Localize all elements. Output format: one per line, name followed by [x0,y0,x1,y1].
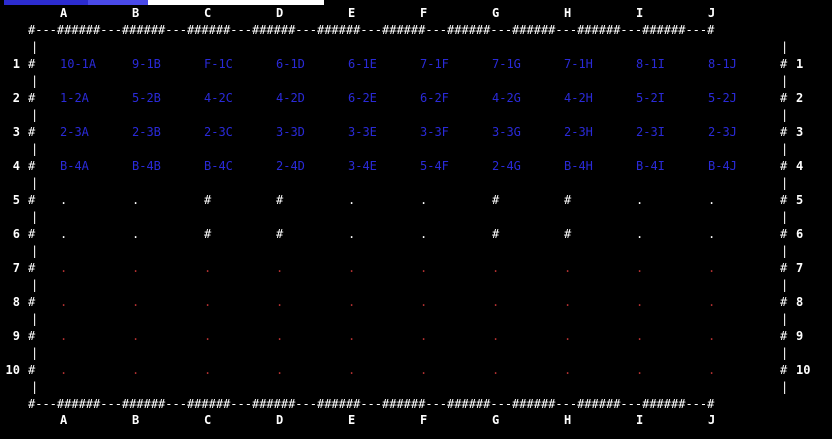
board-side-hash-right: # [780,227,788,241]
empty-cell[interactable]: . [60,261,68,275]
board-side-hash-left: # [28,363,36,377]
row-label-left: 4 [12,159,20,173]
ship-piece-cell[interactable]: 2-3J [708,125,737,139]
board-side-bar-right: | [781,346,789,360]
board-side-hash-left: # [28,227,36,241]
obstacle-cell[interactable]: # [564,227,572,241]
tab-1[interactable] [4,0,88,5]
board-side-bar-left: | [31,176,39,190]
ship-piece-cell[interactable]: 6-2E [348,91,377,105]
ship-piece-cell[interactable]: 2-3B [132,125,161,139]
empty-cell[interactable]: . [708,227,716,241]
ship-piece-cell[interactable]: B-4I [636,159,665,173]
ship-piece-cell[interactable]: 5-2I [636,91,665,105]
column-label-bottom: C [204,413,212,427]
column-label-bottom: J [708,413,716,427]
empty-cell[interactable]: . [276,261,284,275]
tab-2[interactable] [88,0,148,5]
board-side-bar-right: | [781,176,789,190]
row-label-left: 2 [12,91,20,105]
obstacle-cell[interactable]: # [204,227,212,241]
tab-3[interactable] [148,0,324,5]
ship-piece-cell[interactable]: 8-1I [636,57,665,71]
ship-piece-cell[interactable]: 4-2D [276,91,305,105]
ship-piece-cell[interactable]: 6-2F [420,91,449,105]
ship-piece-cell[interactable]: 9-1B [132,57,161,71]
empty-cell[interactable]: . [132,363,140,377]
row-label-left: 9 [12,329,20,343]
empty-cell[interactable]: . [348,295,356,309]
board-border-top: #---######---######---######---######---######---######---######---######---######---######---# [28,23,715,37]
row-label-right: 2 [796,91,804,105]
column-label-top: B [132,6,140,20]
ship-piece-cell[interactable]: B-4C [204,159,233,173]
empty-cell[interactable]: . [348,261,356,275]
ship-piece-cell[interactable]: B-4B [132,159,161,173]
row-label-right: 1 [796,57,804,71]
board-side-bar-left: | [31,380,39,394]
column-label-bottom: B [132,413,140,427]
board-side-bar-left: | [31,312,39,326]
board-side-bar-left: | [31,278,39,292]
ship-piece-cell[interactable]: 3-4E [348,159,377,173]
ship-piece-cell[interactable]: 4-2G [492,91,521,105]
empty-cell[interactable]: . [564,295,572,309]
board-side-bar-left: | [31,142,39,156]
board-side-hash-right: # [780,91,788,105]
obstacle-cell[interactable]: # [492,193,500,207]
ship-piece-cell[interactable]: B-4A [60,159,89,173]
ship-piece-cell[interactable]: 5-2B [132,91,161,105]
ship-piece-cell[interactable]: 2-3C [204,125,233,139]
empty-cell[interactable]: . [420,227,428,241]
column-label-bottom: G [492,413,500,427]
empty-cell[interactable]: . [132,227,140,241]
empty-cell[interactable]: . [708,363,716,377]
empty-cell[interactable]: . [636,227,644,241]
row-label-right: 4 [796,159,804,173]
ship-piece-cell[interactable]: 3-3E [348,125,377,139]
obstacle-cell[interactable]: # [492,227,500,241]
empty-cell[interactable]: . [348,193,356,207]
ship-piece-cell[interactable]: B-4H [564,159,593,173]
row-label-right: 3 [796,125,804,139]
column-label-bottom: E [348,413,356,427]
ship-piece-cell[interactable]: 7-1F [420,57,449,71]
ship-piece-cell[interactable]: 6-1D [276,57,305,71]
board-side-hash-left: # [28,329,36,343]
empty-cell[interactable]: . [708,193,716,207]
empty-cell[interactable]: . [636,363,644,377]
board-side-bar-left: | [31,74,39,88]
ship-piece-cell[interactable]: 3-3D [276,125,305,139]
ship-piece-cell[interactable]: 3-3F [420,125,449,139]
empty-cell[interactable]: . [564,329,572,343]
ship-piece-cell[interactable]: 2-3I [636,125,665,139]
column-label-top: D [276,6,284,20]
row-label-left: 3 [12,125,20,139]
column-label-top: E [348,6,356,20]
empty-cell[interactable]: . [204,329,212,343]
column-label-top: H [564,6,572,20]
board-side-bar-right: | [781,108,789,122]
board-side-hash-left: # [28,193,36,207]
board-side-hash-right: # [780,295,788,309]
empty-cell[interactable]: . [420,363,428,377]
ship-piece-cell[interactable]: 2-3H [564,125,593,139]
ship-piece-cell[interactable]: F-1C [204,57,233,71]
row-label-right: 9 [796,329,804,343]
board-side-bar-left: | [31,210,39,224]
empty-cell[interactable]: . [132,329,140,343]
board-side-hash-left: # [28,159,36,173]
ship-piece-cell[interactable]: 4-2H [564,91,593,105]
column-label-bottom: D [276,413,284,427]
board-side-hash-left: # [28,295,36,309]
board-side-bar-right: | [781,74,789,88]
column-label-top: C [204,6,212,20]
empty-cell[interactable]: . [492,329,500,343]
row-label-left: 10 [5,363,20,377]
empty-cell[interactable]: . [636,329,644,343]
board-side-bar-left: | [31,40,39,54]
ship-piece-cell[interactable]: 6-1E [348,57,377,71]
empty-cell[interactable]: . [132,261,140,275]
ship-piece-cell[interactable]: B-4J [708,159,737,173]
board-side-hash-right: # [780,125,788,139]
empty-cell[interactable]: . [492,295,500,309]
obstacle-cell[interactable]: # [276,193,284,207]
board-side-bar-right: | [781,278,789,292]
empty-cell[interactable]: . [636,193,644,207]
board-border-bottom: #---######---######---######---######---######---######---######---######---######---######---# [28,397,715,411]
ship-piece-cell[interactable]: 10-1A [60,57,97,71]
empty-cell[interactable]: . [348,227,356,241]
obstacle-cell[interactable]: # [276,227,284,241]
row-label-left: 5 [12,193,20,207]
empty-cell[interactable]: . [60,193,68,207]
board-side-bar-right: | [781,40,789,54]
board-side-hash-right: # [780,193,788,207]
ship-piece-cell[interactable]: 5-2J [708,91,737,105]
empty-cell[interactable]: . [708,261,716,275]
obstacle-cell[interactable]: # [564,193,572,207]
column-label-top: G [492,6,500,20]
empty-cell[interactable]: . [564,261,572,275]
empty-cell[interactable]: . [420,261,428,275]
empty-cell[interactable]: . [132,193,140,207]
empty-cell[interactable]: . [276,295,284,309]
board-side-bar-left: | [31,244,39,258]
row-label-right: 8 [796,295,804,309]
column-label-bottom: F [420,413,428,427]
board-side-bar-right: | [781,244,789,258]
board-side-hash-left: # [28,125,36,139]
column-label-top: A [60,6,68,20]
row-label-left: 6 [12,227,20,241]
empty-cell[interactable]: . [708,329,716,343]
column-label-bottom: A [60,413,68,427]
empty-cell[interactable]: . [60,295,68,309]
empty-cell[interactable]: . [420,329,428,343]
ship-piece-cell[interactable]: 3-3G [492,125,521,139]
row-label-right: 5 [796,193,804,207]
empty-cell[interactable]: . [132,295,140,309]
board-side-hash-right: # [780,159,788,173]
empty-cell[interactable]: . [60,363,68,377]
row-label-right: 10 [796,363,811,377]
column-label-bottom: H [564,413,572,427]
empty-cell[interactable]: . [420,295,428,309]
empty-cell[interactable]: . [492,261,500,275]
column-label-top: F [420,6,428,20]
ship-piece-cell[interactable]: 1-2A [60,91,89,105]
ship-piece-cell[interactable]: 2-3A [60,125,89,139]
column-label-bottom: I [636,413,644,427]
empty-cell[interactable]: . [636,295,644,309]
board-side-bar-right: | [781,312,789,326]
empty-cell[interactable]: . [708,295,716,309]
board-side-bar-right: | [781,210,789,224]
ship-piece-cell[interactable]: 7-1G [492,57,521,71]
ship-piece-cell[interactable]: 5-4F [420,159,449,173]
empty-cell[interactable]: . [564,363,572,377]
empty-cell[interactable]: . [636,261,644,275]
board-side-hash-left: # [28,261,36,275]
empty-cell[interactable]: . [348,329,356,343]
ship-piece-cell[interactable]: 7-1H [564,57,593,71]
board-side-hash-left: # [28,91,36,105]
board-side-bar-right: | [781,142,789,156]
board-side-hash-right: # [780,261,788,275]
board-side-hash-right: # [780,363,788,377]
empty-cell[interactable]: . [60,227,68,241]
column-label-top: J [708,6,716,20]
ship-piece-cell[interactable]: 2-4G [492,159,521,173]
ship-piece-cell[interactable]: 2-4D [276,159,305,173]
ship-piece-cell[interactable]: 8-1J [708,57,737,71]
empty-cell[interactable]: . [204,261,212,275]
board-side-bar-left: | [31,346,39,360]
empty-cell[interactable]: . [204,295,212,309]
row-label-left: 1 [12,57,20,71]
row-label-right: 6 [796,227,804,241]
tab-bar [0,0,340,5]
empty-cell[interactable]: . [420,193,428,207]
obstacle-cell[interactable]: # [204,193,212,207]
empty-cell[interactable]: . [492,363,500,377]
column-label-top: I [636,6,644,20]
row-label-left: 7 [12,261,20,275]
empty-cell[interactable]: . [348,363,356,377]
row-label-left: 8 [12,295,20,309]
empty-cell[interactable]: . [276,363,284,377]
board-side-bar-left: | [31,108,39,122]
empty-cell[interactable]: . [60,329,68,343]
empty-cell[interactable]: . [276,329,284,343]
ship-piece-cell[interactable]: 4-2C [204,91,233,105]
board-side-hash-right: # [780,57,788,71]
board-side-bar-right: | [781,380,789,394]
row-label-right: 7 [796,261,804,275]
board-side-hash-left: # [28,57,36,71]
board-side-hash-right: # [780,329,788,343]
empty-cell[interactable]: . [204,363,212,377]
